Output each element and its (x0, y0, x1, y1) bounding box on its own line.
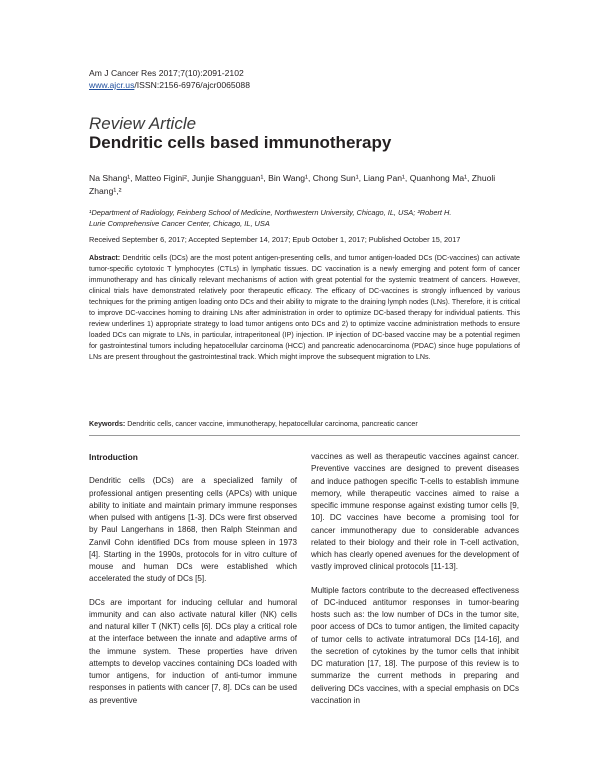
affiliation-line: ¹Department of Radiology, Feinberg School of Medicine, Northwestern University, Chicago, IL, USA; ²Robert H. (89, 208, 452, 217)
abstract-text: Dendritic cells (DCs) are the most potent antigen-presenting cells, and tumor antigen-loaded DCs (DC-vaccines) can activate tumor-specific cytotoxic T lymphocytes (CTLs) in lymphatic tissues. DC vaccination is a newly emerging and potent form of cancer immunotherapy and has clinically relevant mechanisms of action with great potential for the systemic treatment of cancers. However, clinical trials have demonstrated relatively poor therapeutic efficacy. The efficacy of DC-vaccines is strongly influenced by various techniques for the priming antigen loading onto DCs and their ability to migrate to the draining lymph nodes (LNs). Therefore, it is critical to improve DC-vaccines homing to draining LNs after administration in order to optimize DC-based therapy for individual patients. This review underlines 1) appropriate strategy to load tumor antigens onto DCs and 2) to optimize vaccine administration methods to ensure loaded DCs can migrate to LNs, in particular, intraperitoneal (IP) injection. IP injection of DC-based vaccine may be a potential regimen for gastrointestinal tumors including hepatocellular carcinoma (HCC) and pancreatic adenocarcinoma (PDAC) since huge populations of LNs are present throughout the gastrointestinal track. Which might improve the subsequent migration to LNs. (89, 254, 520, 361)
article-title: Dendritic cells based immunotherapy (89, 133, 392, 152)
body-column-left (89, 451, 297, 718)
keywords-text: Dendritic cells, cancer vaccine, immunotherapy, hepatocellular carcinoma, pancreatic cancer (125, 420, 418, 428)
body-paragraph: vaccines as well as therapeutic vaccines against cancer. Preventive vaccines are designed to prevent diseases and induce pathogen specific T-cells to establish immune memory, while therapeutic vaccines aimed to raise a specific immune response against existing tumor cells [9, 10]. DC vaccines have become a promising tool for cancer immunotherapy due to considerable advances related to their biology and their role in T-cell activation, which has clearly opened avenues for the development of vastly improved clinical protocols [11-13]. (311, 452, 519, 572)
body-paragraph: Multiple factors contribute to the decreased effectiveness of DC-induced antitumor responses in tumor-bearing hosts such as: the low number of DCs in the tumor site, poor access of DCs to tumor antigen, the limited capacity of tumor cells to activate intratumoral DCs [14-16], and the secretion of cytokines by the tumor cells that inhibit DC maturation [17, 18]. The purpose of this review is to summarize the current methods in preparing and delivering DCs vaccines, with a special emphasis on DCs vaccination in (311, 585, 519, 705)
divider (89, 435, 520, 436)
body-paragraph: Dendritic cells (DCs) are a specialized family of professional antigen presenting cells (APCs) with unique ability to initiate and maintain primary immune responses when pulsed with antigens [1-3]. DCs were first observed by Paul Langerhans in 1868, then Ralph Steinman and Zanvil Cohn identified DCs from mouse spleen in 1973 [4]. Starting in the 1990s, protocols for in vitro culture of mouse and human DCs were established which accelerated the study of DCs [5]. (89, 476, 297, 584)
journal-header (89, 67, 250, 91)
publication-dates: Received September 6, 2017; Accepted September 14, 2017; Epub October 1, 2017; Published October 15, 2017 (89, 235, 461, 244)
journal-issn: /ISSN:2156-6976/ajcr0065088 (134, 80, 250, 90)
abstract-label: Abstract: (89, 254, 121, 262)
body-paragraph: DCs are important for inducing cellular and humoral immunity and can also activate natural killer (NK) cells and natural killer T (NKT) cells [6]. DCs play a critical role at the interface between the innate and adaptive arms of the immune system. These properties have driven attempts to develop vaccines containing DCs loaded with tumor antigens, for induction of anti-tumor immune responses in patients with cancer [7, 8]. DCs can be used as preventive (89, 597, 297, 705)
affiliation-line: Lurie Comprehensive Cancer Center, Chicago, IL, USA (89, 219, 270, 228)
keywords-label: Keywords: (89, 420, 126, 428)
affiliations (89, 207, 519, 229)
abstract (89, 253, 520, 363)
journal-url-link[interactable]: www.ajcr.us (89, 80, 135, 90)
body-column-right (311, 451, 519, 718)
authors-line: Na Shang¹, Matteo Figini², Junjie Shangguan¹, Bin Wang¹, Chong Sun¹, Liang Pan¹, Quanhong Ma¹, Zhuoli (89, 173, 496, 183)
section-type: Review Article (89, 114, 197, 133)
authors-line: Zhang¹,² (89, 186, 122, 196)
journal-citation: Am J Cancer Res 2017;7(10):2091-2102 (89, 68, 244, 78)
keywords (89, 420, 520, 428)
section-heading-introduction: Introduction (89, 452, 138, 462)
author-list (89, 172, 519, 198)
journal-identifiers (89, 79, 250, 91)
